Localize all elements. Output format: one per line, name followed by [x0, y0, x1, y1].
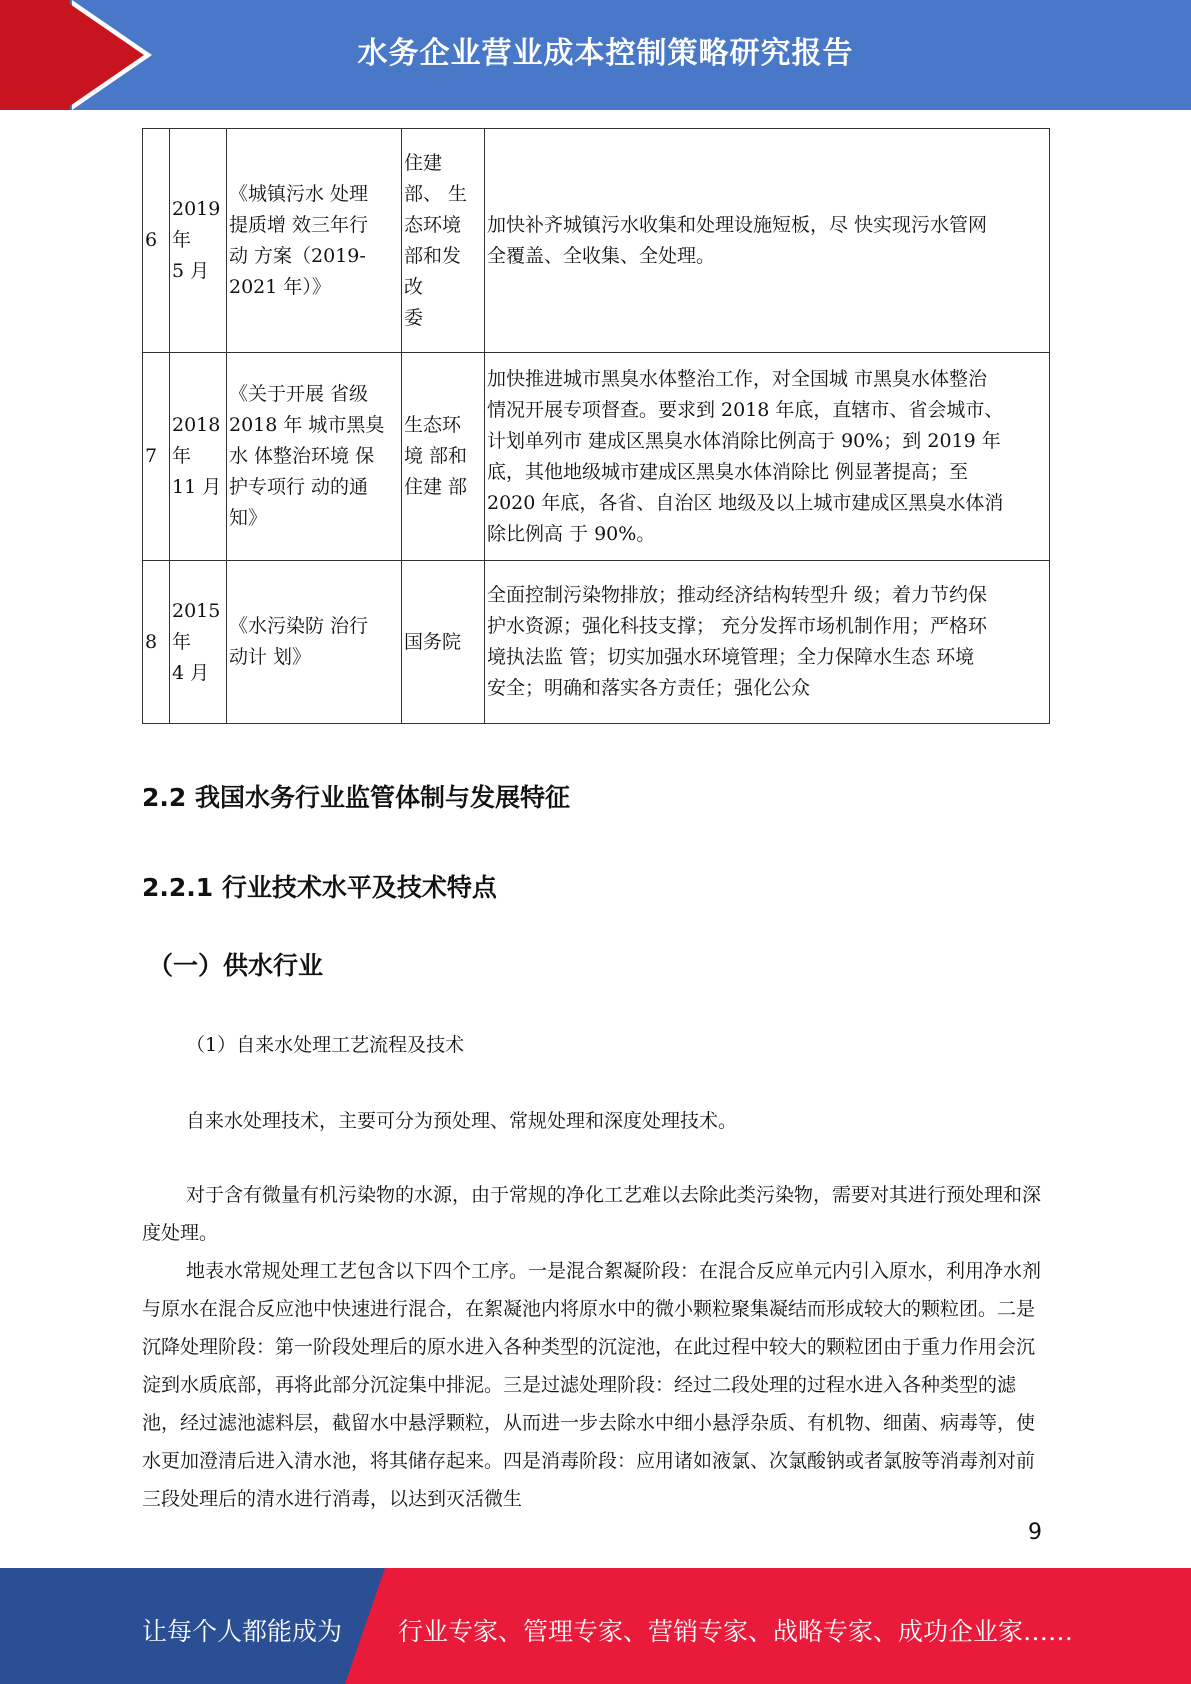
cell-line: 年: [172, 229, 192, 251]
cell-line: 4 月: [172, 661, 210, 684]
table-cell-content: [485, 353, 1050, 561]
cell-line: 年: [172, 445, 192, 467]
policy-table: [142, 128, 1050, 724]
table-row: [143, 353, 1050, 561]
table-cell-content: [485, 561, 1050, 724]
table-cell-document: [227, 129, 402, 353]
cell-line: 动计 划》: [229, 646, 312, 668]
cell-line: 2018: [172, 414, 221, 436]
cell-line: 5 月: [172, 260, 210, 282]
cell-line: 加快推进城市黑臭水体整治工作，对全国城 市黑臭水体整治: [487, 367, 988, 390]
subsection-heading-water-supply: （一）供水行业: [148, 951, 324, 980]
paragraph: 对于含有微量有机污染物的水源，由于常规的净化工艺难以去除此类污染物，需要对其进行预处理和深度处理。: [142, 1184, 1042, 1244]
cell-line: 护专项行 动的通: [229, 476, 369, 498]
table-cell-issuer: [402, 561, 485, 724]
table-cell-content: [485, 129, 1050, 353]
section-heading-2-2: 2.2 我国水务行业监管体制与发展特征: [142, 783, 570, 812]
table-cell-date: [170, 129, 227, 353]
cell-line: 护水资源；强化科技支撑； 充分发挥市场机制作用；严格环: [487, 615, 988, 637]
table-cell-index: 7: [143, 353, 170, 561]
table-row: [143, 129, 1050, 353]
section-heading-2-2-1: 2.2.1 行业技术水平及技术特点: [142, 873, 497, 902]
cell-line: 生态环: [404, 414, 462, 436]
paragraph: 地表水常规处理工艺包含以下四个工序。一是混合絮凝阶段：在混合反应单元内引入原水，利用净水剂与原水在混合反应池中快速进行混合，在絮凝池内将原水中的微小颗粒聚集凝结而形成较大的颗粒团。二是沉降处理阶段：第一阶段处理后的原水进入各种类型的沉淀池，在此过程中较大的颗粒团由于重力作用会沉淀到水质底部，再将此部分沉淀集中排泥。三是过滤处理阶段：经过二段处理的过程水进入各种类型的滤池，经过滤池滤料层，截留水中悬浮颗粒，从而进一步去除水中细小悬浮杂质、有机物、细菌、病毒等，使水更加澄清后进入清水池，将其储存起来。四是消毒阶段：应用诸如液氯、次氯酸钠或者氯胺等消毒剂对前三段处理后的清水进行消毒，以达到灭活微生: [142, 1260, 1042, 1510]
report-title: 水务企业营业成本控制策略研究报告: [357, 36, 854, 71]
cell-line: 除比例高 于 90%。: [487, 522, 656, 545]
table-cell-issuer: [402, 353, 485, 561]
cell-line: 部和发: [404, 244, 462, 267]
cell-line: 《关于开展 省级: [229, 383, 369, 405]
cell-line: 计划单列市 建成区黑臭水体消除比例高于 90%；到 2019 年: [487, 429, 1001, 452]
cell-line: 加快补齐城镇污水收集和处理设施短板，尽 快实现污水管网: [487, 213, 988, 236]
footer-blue-slant: [345, 1568, 385, 1684]
footer-slogan-left: 让每个人都能成为: [142, 1617, 343, 1646]
table-row: [143, 561, 1050, 724]
cell-line: 2019: [172, 198, 221, 220]
cell-line: 境 部和: [404, 445, 468, 467]
page-footer: [0, 1568, 1191, 1684]
cell-line: 态环境: [404, 213, 462, 236]
table-cell-issuer: [402, 129, 485, 353]
table-cell-document: [227, 561, 402, 724]
cell-line: 国务院: [404, 630, 462, 653]
table-cell-date: [170, 353, 227, 561]
cell-line: 境执法监 管；切实加强水环境管理；全力保障水生态 环境: [487, 646, 975, 668]
cell-line: 《城镇污水 处理: [229, 182, 369, 205]
cell-line: 提质增 效三年行: [229, 213, 369, 236]
cell-line: 水 体整治环境 保: [229, 445, 375, 467]
cell-line: 2015: [172, 599, 221, 622]
cell-line: 11 月: [172, 476, 222, 498]
cell-line: 全覆盖、全收集、全处理。: [487, 244, 716, 267]
cell-line: 情况开展专项督查。要求到 2018 年底，直辖市、省会城市、: [487, 398, 1004, 421]
cell-line: 改: [404, 275, 424, 298]
cell-line: 年: [172, 630, 192, 653]
page-number: 9: [1028, 1520, 1042, 1545]
table-cell-document: [227, 353, 402, 561]
item-heading: （1）自来水处理工艺流程及技术: [186, 1034, 465, 1056]
cell-line: 全面控制污染物排放；推动经济结构转型升 级；着力节约保: [487, 584, 988, 606]
cell-line: 2020 年底，各省、自治区 地级及以上城市建成区黑臭水体消: [487, 491, 1004, 514]
cell-line: 2018 年 城市黑臭: [229, 414, 385, 436]
cell-line: 住建 部: [404, 476, 468, 498]
cell-line: 2021 年）》: [229, 275, 331, 298]
cell-line: 部、 生: [404, 182, 468, 205]
cell-line: 动 方案（2019-: [229, 244, 366, 267]
cell-line: 委: [404, 306, 424, 329]
table-cell-date: [170, 561, 227, 724]
cell-line: 安全；明确和落实各方责任；强化公众: [487, 677, 811, 699]
cell-line: 底，其他地级城市建成区黑臭水体消除比 例显著提高；至: [487, 460, 969, 483]
paragraph: 自来水处理技术，主要可分为预处理、常规处理和深度处理技术。: [186, 1110, 738, 1132]
table-cell-index: 6: [143, 129, 170, 353]
footer-slogan-right: 行业专家、管理专家、营销专家、战略专家、成功企业家……: [398, 1617, 1074, 1646]
table-cell-index: 8: [143, 561, 170, 724]
page-header: [0, 0, 1191, 110]
cell-line: 住建: [404, 151, 443, 174]
cell-line: 《水污染防 治行: [229, 615, 369, 637]
cell-line: 知》: [229, 507, 268, 529]
